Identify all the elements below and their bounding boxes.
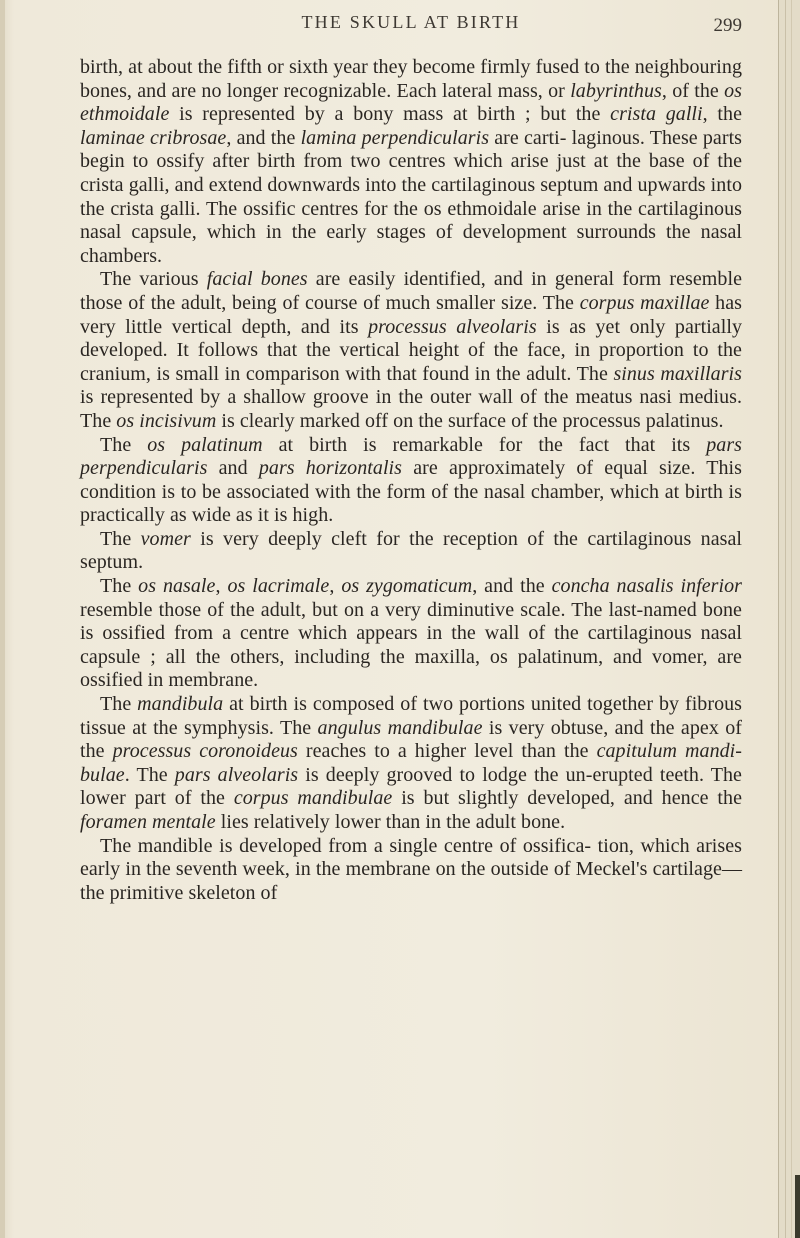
text-run: The bbox=[100, 575, 139, 598]
text-run: birth, at about the fifth or sixth year they become firmly fused to the neighbouring bones, and are no longer recognizable. Each lateral mass, or bbox=[80, 56, 742, 102]
fore-edge-line bbox=[791, 0, 792, 1238]
italic-term: angulus mandibulae bbox=[317, 716, 483, 739]
italic-term: foramen mentale bbox=[80, 811, 216, 833]
italic-term: os ethmoidale bbox=[80, 79, 742, 126]
fore-edge-line bbox=[785, 0, 786, 1238]
text-run: resemble those of the adult, but on a very diminutive scale. The last-named bone is ossified from a centre which appears in the wall of the cartilaginous nasal capsule ; all the others, including the maxilla, os palatinum, and vomer, are ossified in membrane. bbox=[80, 598, 742, 692]
paragraph bbox=[80, 268, 742, 433]
text-run: The bbox=[100, 693, 138, 716]
italic-term: vomer bbox=[140, 527, 191, 550]
text-run: , and the bbox=[472, 575, 552, 598]
page-number: 299 bbox=[713, 15, 742, 36]
italic-term: laminae cribrosae bbox=[80, 126, 227, 149]
text-run: The bbox=[100, 527, 141, 550]
text-run: is very obtuse, and the apex of the bbox=[80, 716, 742, 763]
page-left-edge bbox=[0, 0, 5, 1238]
paragraph bbox=[80, 575, 742, 693]
text-run: is clearly marked off on the surface of the processus palatinus. bbox=[216, 409, 724, 432]
running-head: THE SKULL AT BIRTH bbox=[301, 12, 521, 32]
text-run: at birth is remarkable for the fact that its bbox=[262, 433, 707, 456]
italic-term: facial bones bbox=[206, 268, 308, 291]
italic-term: processus alveolaris bbox=[368, 315, 537, 338]
italic-term: crista galli bbox=[610, 103, 703, 126]
italic-term: os lacrimale bbox=[227, 575, 330, 598]
text-run: The mandible is developed from a single centre of ossifica- tion, which arises early in the seventh week, in the membrane on the outside of Meckel's cartilage—the primitive skeleton of bbox=[80, 834, 742, 904]
italic-term: os incisivum bbox=[116, 409, 217, 432]
italic-term: sinus maxillaris bbox=[613, 362, 742, 385]
text-run: are approximately of equal size. This condition is to be associated with the form of the nasal chamber, which at birth is practically as wide as it is high. bbox=[80, 457, 742, 527]
italic-term: pars horizontalis bbox=[258, 457, 402, 480]
text-run: , of the bbox=[661, 79, 725, 102]
paragraph bbox=[80, 528, 742, 575]
text-run: , bbox=[329, 575, 342, 598]
text-run: . The bbox=[124, 763, 175, 786]
italic-term: os zygomaticum bbox=[341, 575, 473, 598]
text-run: are easily identified, and in general form resemble those of the adult, being of course of much smaller size. The bbox=[80, 268, 742, 314]
italic-term: processus coronoideus bbox=[112, 740, 298, 763]
italic-term: mandibula bbox=[137, 693, 224, 716]
italic-term: capitulum mandi- bulae bbox=[80, 740, 742, 786]
text-run: has very little vertical depth, and its bbox=[80, 291, 742, 338]
text-run: and bbox=[207, 457, 259, 480]
paragraph bbox=[80, 835, 742, 906]
text-run: is represented by a shallow groove in the outer wall of the meatus nasi medius. The bbox=[80, 386, 742, 432]
paragraph bbox=[80, 56, 742, 268]
text-run: is as yet only partially developed. It follows that the vertical height of the face, in proportion to the cranium, is small in comparison with that found in the adult. The bbox=[80, 315, 742, 385]
text-run: are carti- laginous. These parts begin to ossify after birth from two centres which arise just at the base of the crista galli, and extend downwards into the cartilaginous septum and upwards into the crista galli. The ossific centres for the os ethmoidale arise in the cartilaginous nasal capsule, which in the early stages of development surrounds the nasal chambers. bbox=[80, 126, 743, 267]
italic-term: labyrinthus bbox=[570, 79, 662, 102]
text-run: The various bbox=[100, 268, 207, 291]
text-run: , the bbox=[702, 103, 743, 126]
italic-term: corpus mandibulae bbox=[233, 787, 393, 810]
book-fore-edge bbox=[778, 0, 800, 1238]
italic-term: corpus maxillae bbox=[579, 291, 710, 314]
body-text bbox=[80, 56, 742, 905]
text-run: lies relatively lower than in the adult bone. bbox=[215, 811, 566, 833]
text-run: is represented by a bony mass at birth ; but the bbox=[169, 103, 611, 126]
page-header bbox=[80, 0, 742, 48]
paragraph bbox=[80, 434, 742, 528]
italic-term: pars perpendicularis bbox=[80, 433, 743, 480]
italic-term: os nasale bbox=[138, 575, 216, 598]
italic-term: os palatinum bbox=[147, 433, 263, 456]
text-run: reaches to a higher level than the bbox=[297, 740, 597, 763]
text-run: at birth is composed of two portions united together by fibrous tissue at the symphysis. The bbox=[80, 693, 743, 739]
italic-term: pars alveolaris bbox=[174, 763, 299, 786]
italic-term: concha nasalis inferior bbox=[551, 575, 743, 598]
paragraph bbox=[80, 693, 742, 835]
fore-edge-shadow bbox=[795, 1175, 800, 1238]
text-run: is but slightly developed, and hence the bbox=[392, 787, 742, 810]
text-run: is deeply grooved to lodge the un-erupted teeth. The lower part of the bbox=[80, 763, 742, 810]
text-run: is very deeply cleft for the reception of the cartilaginous nasal septum. bbox=[80, 527, 743, 574]
text-run: , bbox=[215, 575, 228, 598]
italic-term: lamina perpendicularis bbox=[300, 126, 490, 149]
text-run: The bbox=[100, 433, 148, 456]
text-run: , and the bbox=[226, 126, 301, 149]
